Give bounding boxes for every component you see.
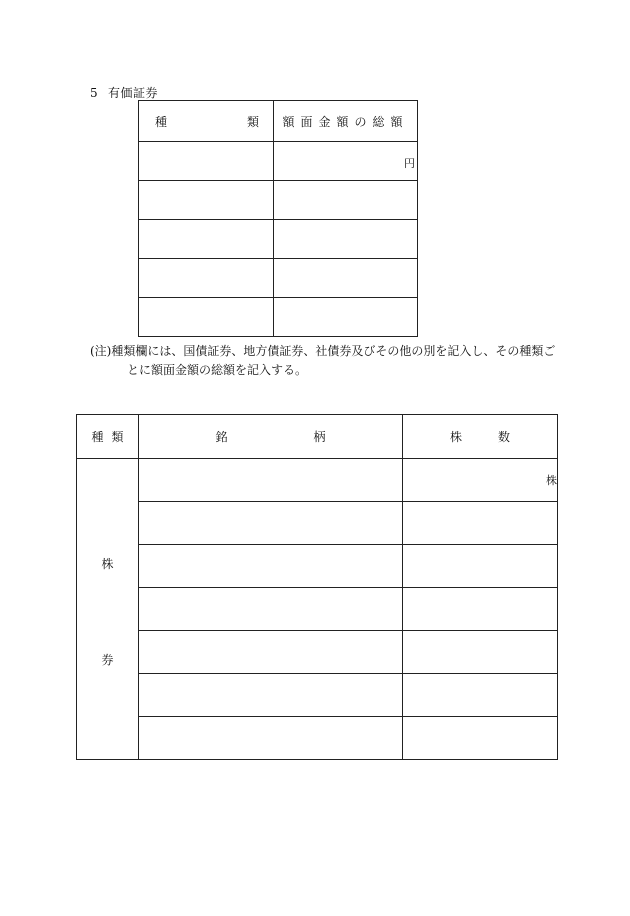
kind-cell[interactable]	[139, 259, 274, 298]
kind-cell[interactable]	[139, 142, 274, 181]
table-row	[77, 717, 558, 760]
amount-cell[interactable]	[274, 142, 418, 181]
header-amount	[274, 101, 418, 142]
table-row	[139, 142, 418, 181]
shares-cell[interactable]	[403, 717, 558, 760]
header-brand-char-1: 銘	[215, 430, 228, 444]
stocks-table	[76, 414, 558, 760]
brand-cell[interactable]	[139, 459, 403, 502]
shares-cell[interactable]	[403, 631, 558, 674]
table-row	[77, 588, 558, 631]
table-row	[139, 181, 418, 220]
header-kind-char-2: 類	[246, 114, 259, 129]
kind-cell[interactable]	[139, 220, 274, 259]
shares-cell[interactable]	[403, 545, 558, 588]
shares-cell[interactable]	[403, 502, 558, 545]
note	[90, 342, 560, 380]
note-line-1: (注)種類欄には、国債証券、地方債証券、社債券及びその他の別を記入し、その種類ご	[90, 344, 556, 358]
section-title	[90, 84, 158, 101]
header-brand-char-2: 柄	[313, 430, 326, 444]
amount-cell[interactable]	[274, 181, 418, 220]
section-title-text: 有価証券	[108, 86, 159, 100]
kind-cell[interactable]	[139, 181, 274, 220]
table-row	[77, 459, 558, 502]
header-shares	[403, 415, 558, 459]
brand-cell[interactable]	[139, 502, 403, 545]
brand-cell[interactable]	[139, 631, 403, 674]
brand-cell[interactable]	[139, 674, 403, 717]
amount-cell[interactable]	[274, 259, 418, 298]
header-amount-label: 額面金額の総額	[282, 114, 409, 129]
header-kind-char-1: 種	[91, 430, 104, 444]
shares-cell[interactable]	[403, 588, 558, 631]
brand-cell[interactable]	[139, 588, 403, 631]
table-row	[77, 631, 558, 674]
table-row	[139, 298, 418, 337]
kind-cell[interactable]	[139, 298, 274, 337]
amount-cell[interactable]	[274, 298, 418, 337]
securities-table	[138, 100, 418, 337]
amount-cell[interactable]	[274, 220, 418, 259]
table-row	[77, 674, 558, 717]
table-row	[139, 259, 418, 298]
table-row	[77, 545, 558, 588]
unit-shares: 株	[546, 474, 557, 487]
table-row	[139, 220, 418, 259]
kind-stock-cell	[77, 459, 139, 760]
table-row	[77, 502, 558, 545]
brand-cell[interactable]	[139, 717, 403, 760]
kind-label-1: 株	[101, 557, 114, 571]
table-header-row	[139, 101, 418, 142]
header-kind	[139, 101, 274, 142]
kind-label-2: 券	[101, 653, 114, 667]
header-kind-char-1: 種	[155, 114, 168, 129]
shares-cell[interactable]	[403, 674, 558, 717]
unit-yen: 円	[404, 157, 415, 170]
section-number: 5	[90, 86, 99, 100]
header-kind-char-2: 類	[111, 430, 124, 444]
brand-cell[interactable]	[139, 545, 403, 588]
header-shares-char-2: 数	[497, 430, 510, 444]
header-shares-char-1: 株	[450, 430, 463, 444]
table-header-row	[77, 415, 558, 459]
note-line-2: とに額面金額の総額を記入する。	[127, 363, 308, 377]
header-brand	[139, 415, 403, 459]
shares-cell[interactable]	[403, 459, 558, 502]
header-kind	[77, 415, 139, 459]
